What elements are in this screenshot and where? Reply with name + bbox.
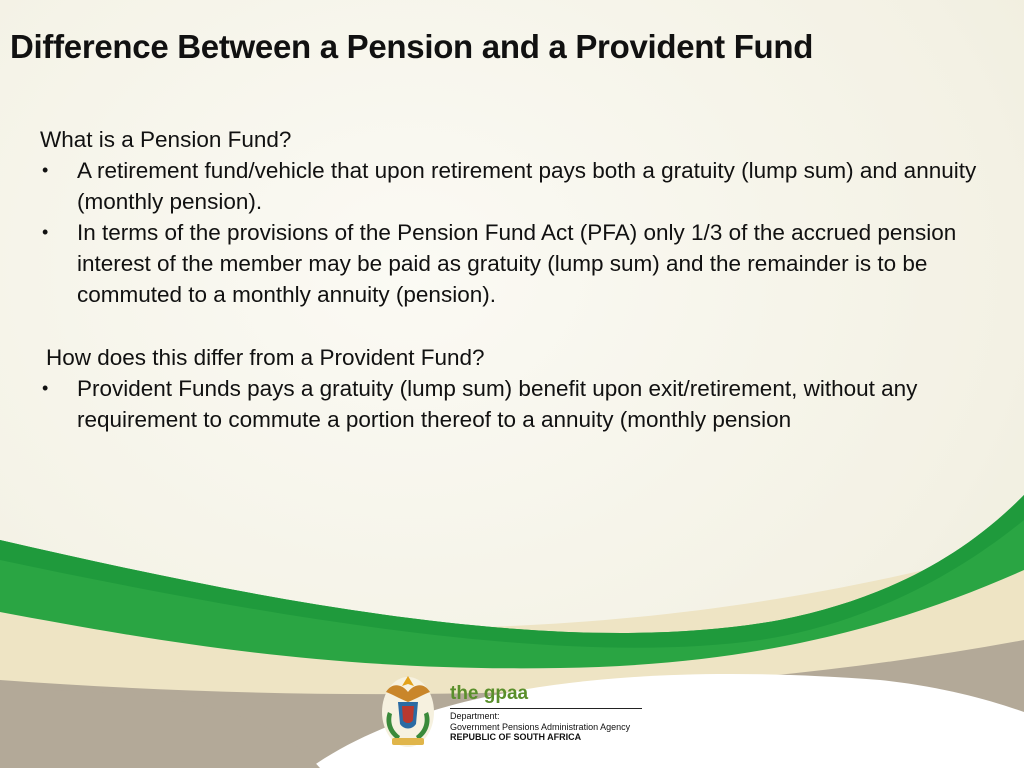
brand-divider [450, 708, 642, 709]
coat-of-arms-icon [378, 672, 448, 752]
department-name: Government Pensions Administration Agency [450, 721, 631, 732]
department-block [450, 711, 630, 743]
gpaa-brand: the gpaa [450, 683, 529, 704]
provident-fund-question: How does this differ from a Provident Fund? [46, 345, 485, 370]
bullet-item: • In terms of the provisions of the Pension Fund Act (PFA) only 1/3 of the accrued pension interest of the member may be paid as gratuity (lump sum) and the remainder is to be commuted to a monthly annuity (pension). [40, 217, 980, 310]
pension-fund-question: What is a Pension Fund? [40, 127, 292, 152]
bullet-item: • A retirement fund/vehicle that upon retirement pays both a gratuity (lump sum) and annuity (monthly pension). [40, 155, 980, 217]
page-number: 7 [1004, 740, 1014, 759]
slide-title: Difference Between a Pension and a Provident Fund [10, 28, 814, 65]
department-label: Department: [450, 711, 500, 721]
country-name: REPUBLIC OF SOUTH AFRICA [450, 732, 582, 742]
bullet-item: • Provident Funds pays a gratuity (lump sum) benefit upon exit/retirement, without any requirement to commute a portion thereof to a annuity (monthly pension [40, 373, 980, 435]
